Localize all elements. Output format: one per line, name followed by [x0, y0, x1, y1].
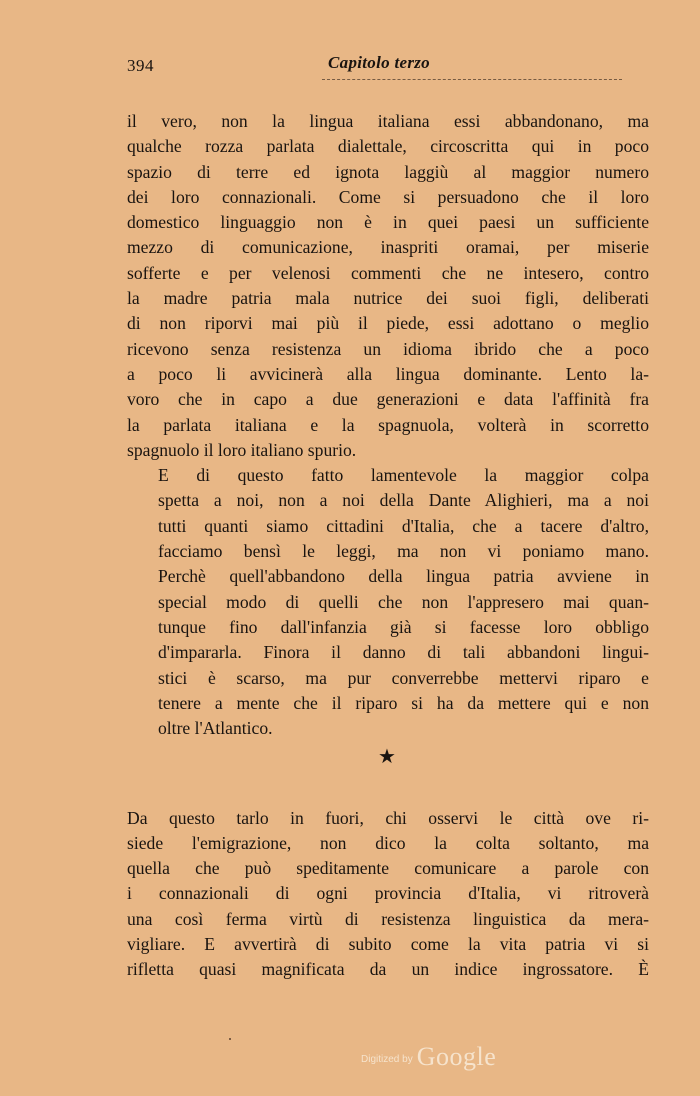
running-head: Capitolo terzo	[328, 53, 430, 72]
paragraph-1	[127, 109, 649, 463]
text-line: dei loro connazionali. Come si persuadono che il loro	[127, 186, 649, 207]
text-line: quella che può speditamente comunicare a parole con	[127, 858, 649, 879]
text-line: spazio di terre ed ignota laggiù al maggior numero	[127, 161, 649, 182]
text-line: tutti quanti siamo cittadini d'Italia, che a tacere d'altro,	[158, 515, 649, 536]
text-line: la parlata italiana e la spagnuola, volterà in scorretto	[127, 414, 649, 435]
body-text	[127, 109, 649, 741]
text-line: ricevono senza resistenza un idioma ibrido che a poco	[127, 338, 649, 359]
text-line: d'impararla. Finora il danno di tali abbandoni lingui-	[158, 642, 649, 663]
text-line: Da questo tarlo in fuori, chi osservi le città ove ri-	[127, 807, 649, 828]
section-separator-star: ★	[378, 746, 396, 768]
text-line: di non riporvi mai più il piede, essi adottano o meglio	[127, 313, 649, 334]
text-line: E di questo fatto lamentevole la maggior colpa	[158, 465, 649, 486]
text-line: a poco li avvicinerà alla lingua dominante. Lento la-	[127, 363, 649, 384]
page-number: 394	[127, 56, 154, 75]
text-line: domestico linguaggio non è in quei paesi un sufficiente	[127, 212, 649, 233]
text-line: vigliare. E avvertirà di subito come la vita patria vi si	[127, 934, 649, 955]
text-line: tenere a mente che il riparo si ha da mettere qui e non	[158, 692, 649, 713]
text-line: una così ferma virtù di resistenza linguistica da mera-	[127, 908, 649, 929]
text-line: facciamo bensì le leggi, ma non vi poniamo mano.	[158, 541, 649, 562]
text-line: i connazionali di ogni provincia d'Italia, vi ritroverà	[127, 883, 649, 904]
text-line: sofferte e per velenosi commenti che ne intesero, contro	[127, 262, 649, 283]
digitization-watermark	[361, 1042, 496, 1072]
text-line: qualche rozza parlata dialettale, circoscritta qui in poco	[127, 136, 649, 157]
text-line: siede l'emigrazione, non dico la colta soltanto, ma	[127, 832, 649, 853]
text-line: special modo di quelli che non l'appresero mai quan-	[158, 591, 649, 612]
text-line: rifletta quasi magnificata da un indice ingrossatore. È	[127, 959, 649, 980]
text-line: oltre l'Atlantico.	[158, 718, 273, 739]
header-rule	[322, 79, 622, 80]
text-line: spetta a noi, non a noi della Dante Alighieri, ma a noi	[158, 490, 649, 511]
text-line: mezzo di comunicazione, inaspriti oramai, per miserie	[127, 237, 649, 258]
scan-speck	[229, 1038, 231, 1040]
paragraph-3	[127, 806, 649, 983]
body-text-continued	[127, 788, 649, 1000]
paragraph-2	[127, 463, 649, 741]
watermark-brand: Google	[416, 1042, 497, 1071]
watermark-prefix: Digitized by	[361, 1054, 413, 1065]
text-line: voro che in capo a due generazioni e data l'affinità fra	[127, 389, 649, 410]
text-line: il vero, non la lingua italiana essi abbandonano, ma	[127, 111, 649, 131]
text-line: spagnuolo il loro italiano spurio.	[127, 439, 357, 460]
text-line: Perchè quell'abbandono della lingua patria avviene in	[158, 566, 649, 587]
text-line: tunque fino dall'infanzia già si facesse loro obbligo	[158, 616, 649, 637]
text-line: stici è scarso, ma pur converrebbe mettervi riparo e	[158, 667, 649, 688]
text-line: la madre patria mala nutrice dei suoi figli, deliberati	[127, 288, 649, 309]
